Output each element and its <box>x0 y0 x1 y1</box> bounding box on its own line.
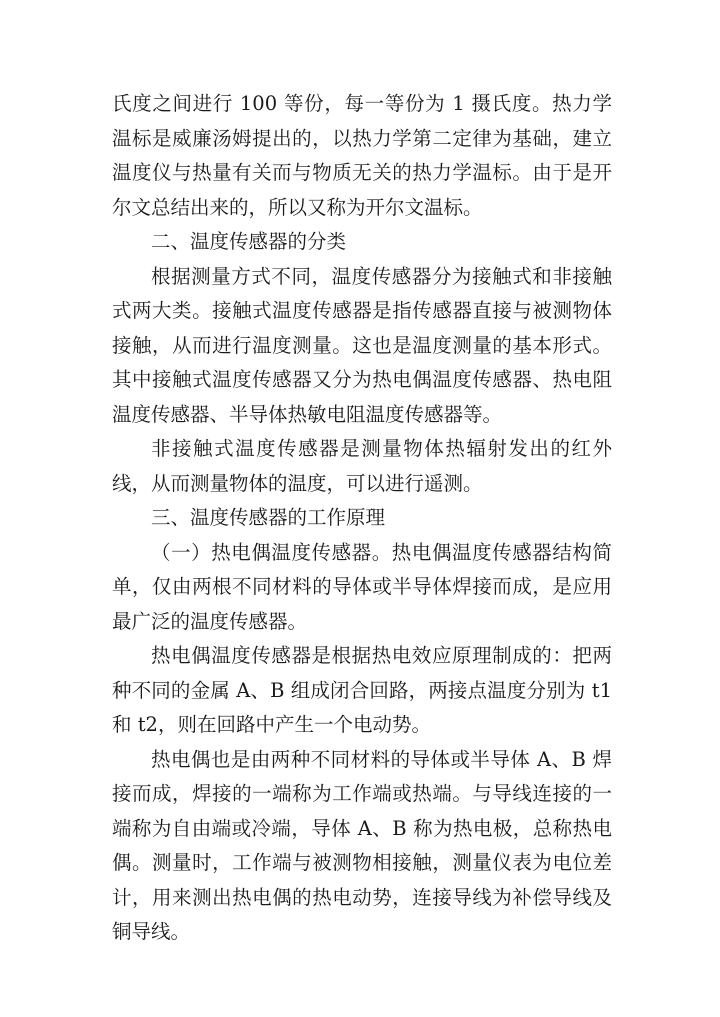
paragraph-noncontact-sensors: 非接触式温度传感器是测量物体热辐射发出的红外线，从而测量物体的温度，可以进行遥测。 <box>112 437 612 495</box>
paragraph-contact-sensors: 根据测量方式不同，温度传感器分为接触式和非接触式两大类。接触式温度传感器是指传感器直接与被测物体接触，从而进行温度测量。这也是温度测量的基本形式。其中接触式温度传感器又分为热电偶温度传感器、热电阻温度传感器、半导体热敏电阻温度传感器等。 <box>112 264 612 426</box>
paragraph-thermoelectric-effect: 热电偶温度传感器是根据热电效应原理制成的：把两种不同的金属 A、B 组成闭合回路，两接点温度分别为 t1 和 t2，则在回路中产生一个电动势。 <box>112 644 612 736</box>
section-heading-principle: 三、温度传感器的工作原理 <box>151 506 386 529</box>
paragraph-continuation: 氏度之间进行 100 等份，每一等份为 1 摄氏度。热力学温标是威廉汤姆提出的，以热力学第二定律为基础，建立温度仪与热量有关而与物质无关的热力学温标。由于是开尔文总结出来的，所以又称为开尔文温标。 <box>112 92 612 219</box>
paragraph-thermocouple-intro: （一）热电偶温度传感器。热电偶温度传感器结构简单，仅由两根不同材料的导体或半导体焊接而成，是应用最广泛的温度传感器。 <box>112 540 612 633</box>
document-body <box>112 87 612 950</box>
section-heading-classification: 二、温度传感器的分类 <box>151 230 347 253</box>
paragraph-thermocouple-structure: 热电偶也是由两种不同材料的导体或半导体 A、B 焊接而成，焊接的一端称为工作端或热端。与导线连接的一端称为自由端或冷端，导体 A、B 称为热电极，总称热电偶。测量时，工作端与被测物相接触，测量仪表为电位差计，用来测出热电偶的热电动势，连接导线为补偿导线及铜导线。 <box>112 747 612 943</box>
